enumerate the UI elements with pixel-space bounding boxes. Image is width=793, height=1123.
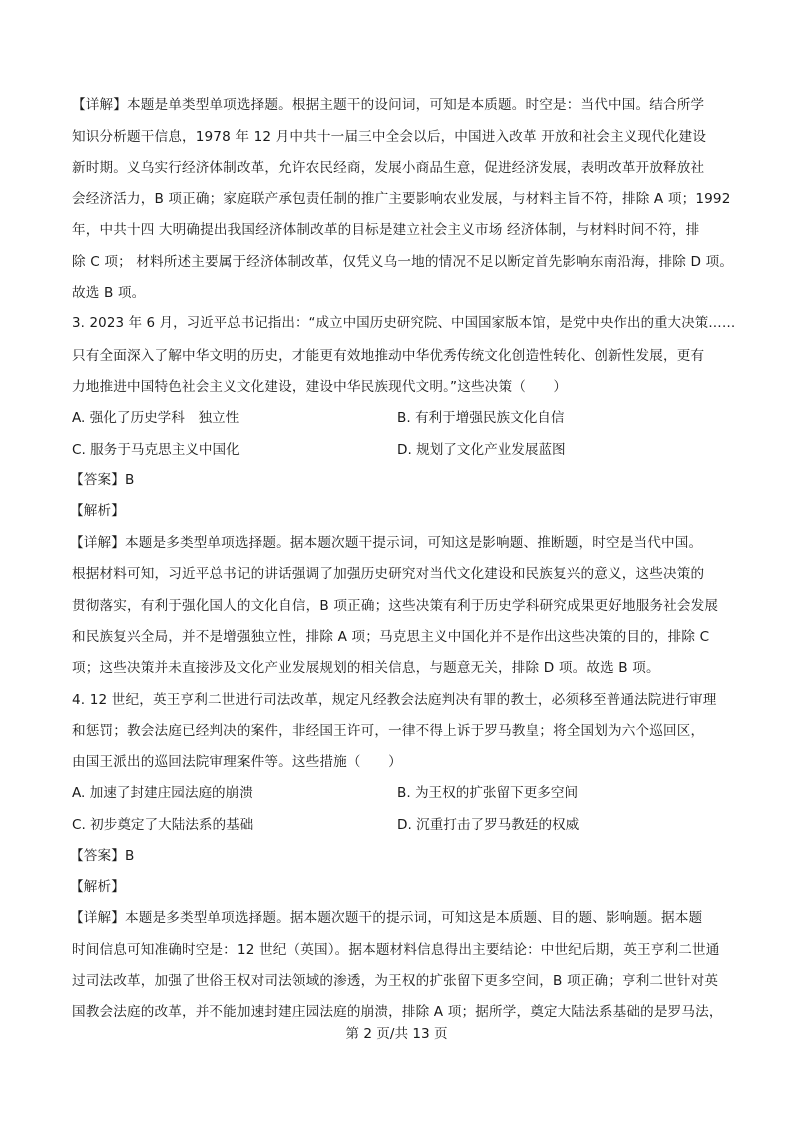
text-line: 年，中共十四 大明确提出我国经济体制改革的目标是建立社会主义市场 经济体制，与材料时间不符，排 <box>72 222 700 238</box>
detail-line: 【详解】本题是多类型单项选择题。据本题次题干提示词，可知这是影响题、推断题，时空是当代中国。 <box>70 535 703 551</box>
question-stem-line: 和惩罚；教会法庭已经判决的案件，非经国王许可，一律不得上诉于罗马教皇；将全国划为六个巡回区， <box>72 723 705 739</box>
detail-line: 国教会法庭的改革，并不能加速封建庄园法庭的崩溃，排除 A 项；据所学，奠定大陆法系基础的是罗马法， <box>72 1004 723 1020</box>
option-a: A. 强化了历史学科 独立性 <box>72 410 240 426</box>
option-d: D. 沉重打击了罗马教廷的权威 <box>397 817 580 833</box>
question-stem-line: 3. 2023 年 6 月，习近平总书记指出：“成立中国历史研究院、中国国家版本馆，是党中央作出的重大决策…… <box>72 316 736 331</box>
question-stem-line: 力地推进中国特色社会主义文化建设，建设中华民族现代文明。”这些决策（ ） <box>72 379 568 395</box>
text-line: 会经济活力，B 项正确；家庭联产承包责任制的推广主要影响农业发展，与材料主旨不符，排除 A 项；1992 <box>72 191 731 207</box>
detail-line: 项；这些决策并未直接涉及文化产业发展规划的相关信息，与题意无关，排除 D 项。故选 B 项。 <box>72 660 660 676</box>
question-stem-line: 只有全面深入了解中华文明的历史，才能更有效地推动中华优秀传统文化创造性转化、创新性发展，更有 <box>72 348 705 364</box>
option-c: C. 服务于马克思主义中国化 <box>72 442 240 458</box>
detail-line: 【详解】本题是多类型单项选择题。据本题次题干的提示词，可知这是本质题、目的题、影响题。据本题 <box>70 910 703 926</box>
option-d: D. 规划了文化产业发展蓝图 <box>397 442 566 458</box>
text-line: 知识分析题干信息，1978 年 12 月中共十一届三中全会以后，中国进入改革 开放和社会主义现代化建设 <box>72 129 707 145</box>
analysis-label: 【解析】 <box>70 879 125 895</box>
option-b: B. 有利于增强民族文化自信 <box>397 410 565 426</box>
detail-line: 和民族复兴全局，并不是增强独立性，排除 A 项；马克思主义中国化并不是作出这些决策的目的，排除 C <box>72 629 710 645</box>
question-stem-line: 由国王派出的巡回法院审理案件等。这些措施（ ） <box>72 754 402 770</box>
text-line: 新时期。义乌实行经济体制改革，允许农民经商，发展小商品生意，促进经济发展，表明改革开放释放社 <box>72 160 705 176</box>
page-footer: 第 2 页/共 13 页 <box>345 1026 448 1042</box>
question-stem-line: 4. 12 世纪，英王亨利二世进行司法改革，规定凡经教会法庭判决有罪的教士，必须移至普通法院进行审理 <box>72 692 717 708</box>
answer-label: 【答案】B <box>70 472 135 488</box>
option-b: B. 为王权的扩张留下更多空间 <box>397 785 579 801</box>
text-line: 【详解】本题是单类型单项选择题。根据主题干的设问词，可知是本质题。时空是：当代中国。结合所学 <box>72 97 705 113</box>
detail-line: 过司法改革，加强了世俗王权对司法领域的渗透，为王权的扩张留下更多空间，B 项正确；亨利二世针对英 <box>72 973 719 989</box>
detail-line: 根据材料可知，习近平总书记的讲话强调了加强历史研究对当代文化建设和民族复兴的意义，这些决策的 <box>72 566 705 582</box>
detail-line: 贯彻落实，有利于强化国人的文化自信，B 项正确；这些决策有利于历史学科研究成果更好地服务社会发展 <box>72 598 719 614</box>
detail-line: 时间信息可知准确时空是：12 世纪（英国）。据本题材料信息得出主要结论：中世纪后期，英王亨利二世通 <box>72 942 720 958</box>
answer-label: 【答案】B <box>70 848 135 864</box>
option-a: A. 加速了封建庄园法庭的崩溃 <box>72 785 253 801</box>
text-line: 故选 B 项。 <box>72 285 146 301</box>
text-line: 除 C 项； 材料所述主要属于经济体制改革，仅凭义乌一地的情况不足以断定首先影响东南沿海，排除 D 项。 <box>72 254 734 270</box>
analysis-label: 【解析】 <box>70 503 125 519</box>
option-c: C. 初步奠定了大陆法系的基础 <box>72 817 254 833</box>
